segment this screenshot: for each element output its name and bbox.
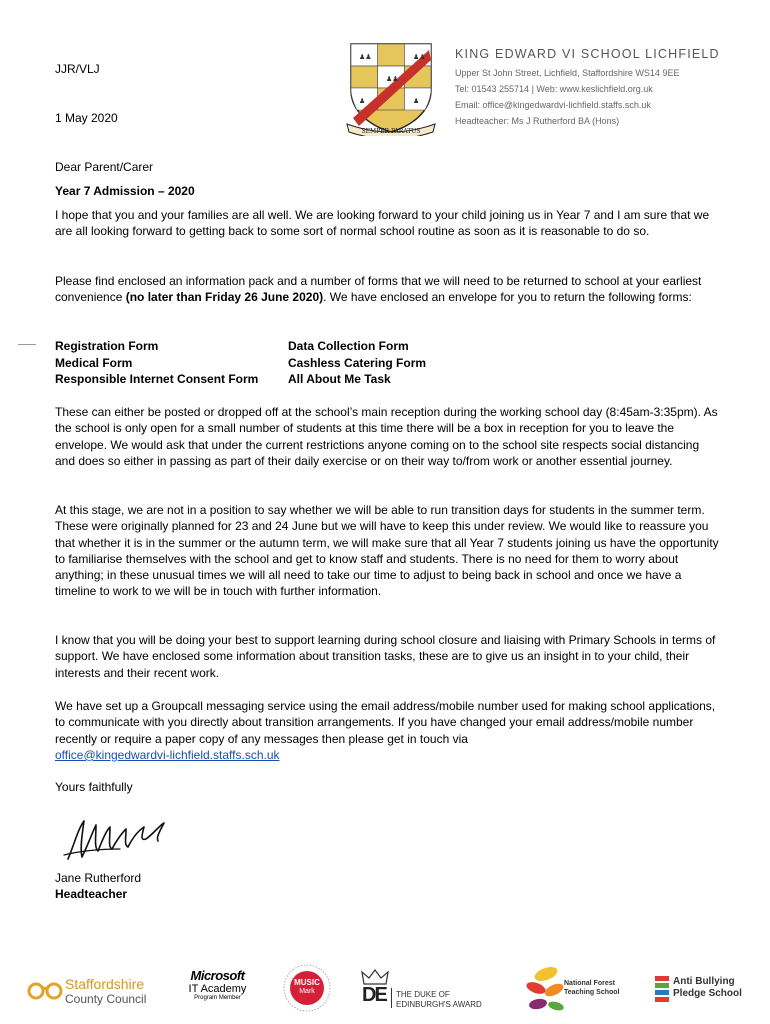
staffordshire-knot-icon bbox=[27, 980, 63, 1002]
dofe-mark: DE bbox=[362, 984, 386, 1006]
nf-line-2: Teaching School bbox=[564, 989, 620, 996]
school-name: KING EDWARD VI SCHOOL LICHFIELD bbox=[455, 47, 720, 61]
ms-line-3: Program Member bbox=[194, 995, 241, 1001]
signatory-role: Headteacher bbox=[55, 887, 128, 901]
paragraph-5-text: I know that you will be doing your best to support learning during school closure and liaising with Primary Schools in terms of support. We have enclosed some information about transition tasks, these are to give us an insight in to your child, their interests and their recent work. bbox=[55, 633, 716, 680]
school-details bbox=[455, 47, 755, 129]
paragraph-3 bbox=[55, 404, 720, 469]
staffs-line-1: Staffordshire bbox=[65, 976, 145, 992]
form-item: All About Me Task bbox=[288, 372, 391, 386]
svg-text:♟♟: ♟♟ bbox=[386, 75, 399, 83]
paragraph-2-text: Please find enclosed an information pack and a number of forms that we will need to be returned to school at your earliest convenience bbox=[55, 274, 702, 305]
form-item: Cashless Catering Form bbox=[288, 355, 427, 370]
crest-motto: SEMPER PARATUS bbox=[361, 128, 421, 135]
form-item: Responsible Internet Consent Form bbox=[55, 372, 259, 386]
signatory-name: Jane Rutherford bbox=[55, 871, 142, 885]
letter-subject: Year 7 Admission – 2020 bbox=[55, 184, 195, 198]
paragraph-5 bbox=[55, 632, 720, 681]
dofe-line-2: EDINBURGH'S AWARD bbox=[396, 1000, 482, 1009]
nf-line-1: National Forest bbox=[564, 980, 615, 987]
staffs-line-2: County Council bbox=[65, 992, 147, 1006]
svg-text:♟♟: ♟♟ bbox=[413, 53, 426, 61]
salutation: Dear Parent/Carer bbox=[55, 160, 154, 174]
ms-line-1: Microsoft bbox=[190, 968, 245, 983]
form-item: Registration Form bbox=[55, 339, 159, 353]
school-headteacher: Headteacher: Ms J Rutherford BA (Hons) bbox=[455, 116, 620, 126]
paragraph-3-text: These can either be posted or dropped off at the school’s main reception during the working school day (8:45am-3:35pm). As the school is only open for a small number of students at this time there will be a box in reception for you to leave the envelope. We would ask that under the current restrictions anyone coming on to the school site respects social distancing and does so either in passing as part of their daily exercise or on their way to/from work or another essential journey. bbox=[55, 405, 718, 468]
footer-logos bbox=[0, 960, 770, 1020]
fold-mark bbox=[18, 344, 36, 345]
staffordshire-logo bbox=[27, 970, 152, 1010]
school-address: Upper St John Street, Lichfield, Staffordshire WS14 9EE bbox=[455, 68, 680, 78]
paragraph-1 bbox=[55, 207, 720, 240]
paragraph-2 bbox=[55, 273, 720, 306]
paragraph-4 bbox=[55, 502, 720, 600]
paragraph-6-text: We have set up a Groupcall messaging service using the email address/mobile number used for making school applications, to communicate with you directly about transition arrangements. If you have changed your email address/mobile number recently or require a paper copy of any messages then please get in touch via bbox=[55, 699, 716, 746]
svg-text:♟: ♟ bbox=[359, 97, 366, 105]
dofe-divider bbox=[391, 988, 392, 1008]
paragraph-1-text: I hope that you and your families are all well. We are looking forward to your child joining us in Year 7 and I am sure that we are all looking forward to getting back to some sort of normal school routine as soon as it is reasonable to do so. bbox=[55, 208, 710, 239]
form-item: Data Collection Form bbox=[288, 339, 409, 353]
letter-reference: JJR/VLJ bbox=[55, 62, 100, 76]
letter-date: 1 May 2020 bbox=[55, 111, 118, 125]
music-mark-logo bbox=[283, 962, 331, 1014]
closing: Yours faithfully bbox=[55, 780, 133, 794]
handwritten-signature bbox=[60, 815, 180, 865]
return-deadline: (no later than Friday 26 June 2020) bbox=[125, 290, 324, 305]
national-forest-leaves-icon bbox=[524, 964, 566, 1014]
music-line-2: Mark bbox=[299, 988, 315, 995]
school-email: Email: office@kingedwardvi-lichfield.staffs.sch.uk bbox=[455, 100, 651, 110]
anti-bullying-pledge-logo bbox=[655, 974, 755, 1006]
school-contact: Tel: 01543 255714 | Web: www.keslichfield.org.uk bbox=[455, 84, 653, 94]
anti-bullying-stripes-icon bbox=[655, 976, 669, 1002]
music-line-1: MUSIC bbox=[294, 978, 320, 987]
ms-line-2: IT Academy bbox=[188, 983, 247, 995]
paragraph-6 bbox=[55, 698, 720, 763]
office-email-link[interactable]: office@kingedwardvi-lichfield.staffs.sch.uk bbox=[55, 747, 280, 762]
paragraph-4-text: At this stage, we are not in a position to say whether we will be able to run transition days for students in the summer term. These were originally planned for 23 and 24 June but we will have to keep this under review. We would like to reassure you that whether it is in the summer or the autumn term, we will make sure that all Year 7 students joining us have the opportunity to familiarise themselves with the school and get to know staff and students. There is no need for them to worry about anything; in these unusual times we will all need to take our time to adjust to being back in school and once we have a timeline to work to we will be in touch with further information. bbox=[55, 503, 719, 599]
ab-line-2: Pledge School bbox=[673, 988, 742, 999]
school-crest-logo bbox=[343, 40, 439, 136]
ab-line-1: Anti Bullying bbox=[673, 976, 735, 987]
form-item: Medical Form bbox=[55, 355, 133, 370]
microsoft-it-academy-logo bbox=[180, 968, 255, 1012]
paragraph-2-end: . We have enclosed an envelope for you to return the following forms: bbox=[323, 290, 692, 305]
svg-text:♟: ♟ bbox=[413, 97, 420, 105]
duke-of-edinburgh-logo bbox=[360, 968, 490, 1012]
national-forest-teaching-school-logo bbox=[524, 962, 634, 1018]
dofe-line-1: THE DUKE OF bbox=[396, 990, 450, 999]
svg-text:♟♟: ♟♟ bbox=[359, 53, 372, 61]
